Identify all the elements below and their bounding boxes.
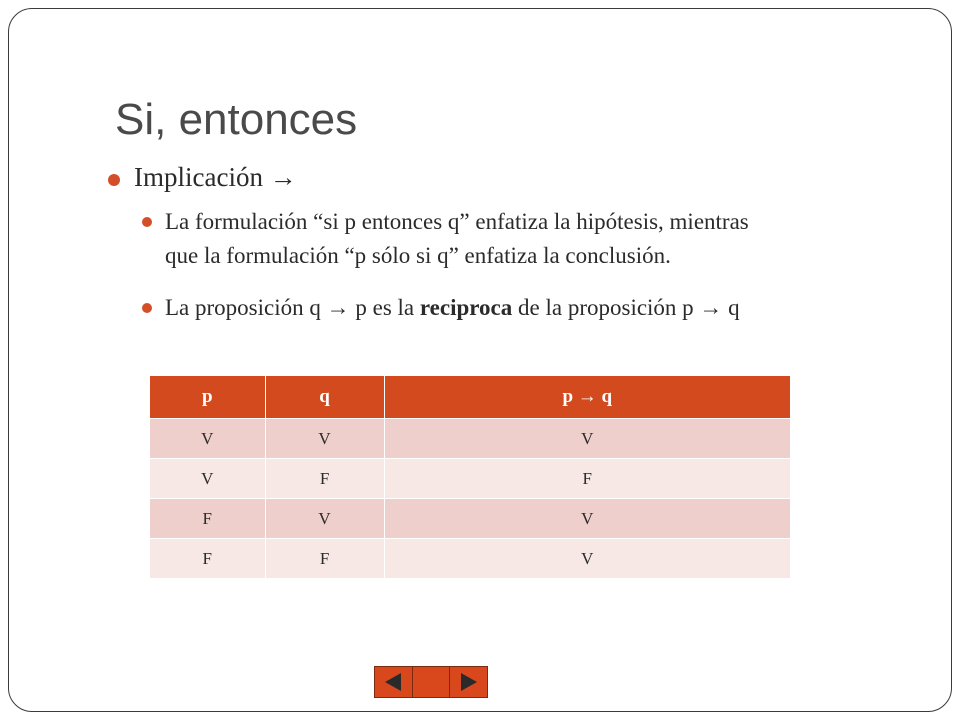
table-row	[150, 419, 790, 459]
sub-bullet-bold-term: reciproca	[419, 295, 513, 320]
slide-navigation	[374, 666, 488, 698]
previous-slide-button[interactable]	[375, 667, 413, 697]
table-cell: F	[265, 459, 384, 499]
sub-bullet-formulacion	[165, 205, 905, 273]
table-row	[150, 539, 790, 579]
triangle-right-icon	[457, 670, 481, 694]
table-cell: V	[384, 419, 790, 459]
home-button[interactable]	[413, 667, 451, 697]
slide-frame	[8, 8, 952, 712]
table-cell: F	[150, 539, 265, 579]
bullet-dot-icon	[142, 303, 152, 313]
sub-bullet-line-2: que la formulación “p sólo si q” enfatiza la conclusión.	[165, 243, 671, 268]
table-cell: V	[265, 499, 384, 539]
table-cell: V	[150, 419, 265, 459]
table-cell: F	[265, 539, 384, 579]
table-header-implication: p → q	[384, 376, 790, 419]
table-cell: V	[384, 499, 790, 539]
table-row	[150, 499, 790, 539]
table-cell: F	[384, 459, 790, 499]
bullet-dot-icon	[142, 217, 152, 227]
sub-bullet-reciproca	[165, 291, 905, 325]
table-cell: V	[384, 539, 790, 579]
table-header-row	[150, 376, 790, 419]
table-cell: V	[150, 459, 265, 499]
table-cell: F	[150, 499, 265, 539]
triangle-left-icon	[381, 670, 405, 694]
sub-bullet-before: La proposición q → p es la	[165, 295, 420, 320]
bullet-dot-icon	[108, 174, 120, 186]
bullet-implicacion: Implicación →	[134, 162, 297, 192]
truth-table	[150, 376, 790, 578]
table-header-p: p	[150, 376, 265, 419]
slide-title: Si, entonces	[115, 95, 358, 144]
table-cell: V	[265, 419, 384, 459]
table-row	[150, 459, 790, 499]
sub-bullet-after: de la proposición p → q	[512, 295, 740, 320]
table-header-q: q	[265, 376, 384, 419]
sub-bullet-line-1: La formulación “si p entonces q” enfatiza la hipótesis, mientras	[165, 209, 749, 234]
next-slide-button[interactable]	[450, 667, 487, 697]
